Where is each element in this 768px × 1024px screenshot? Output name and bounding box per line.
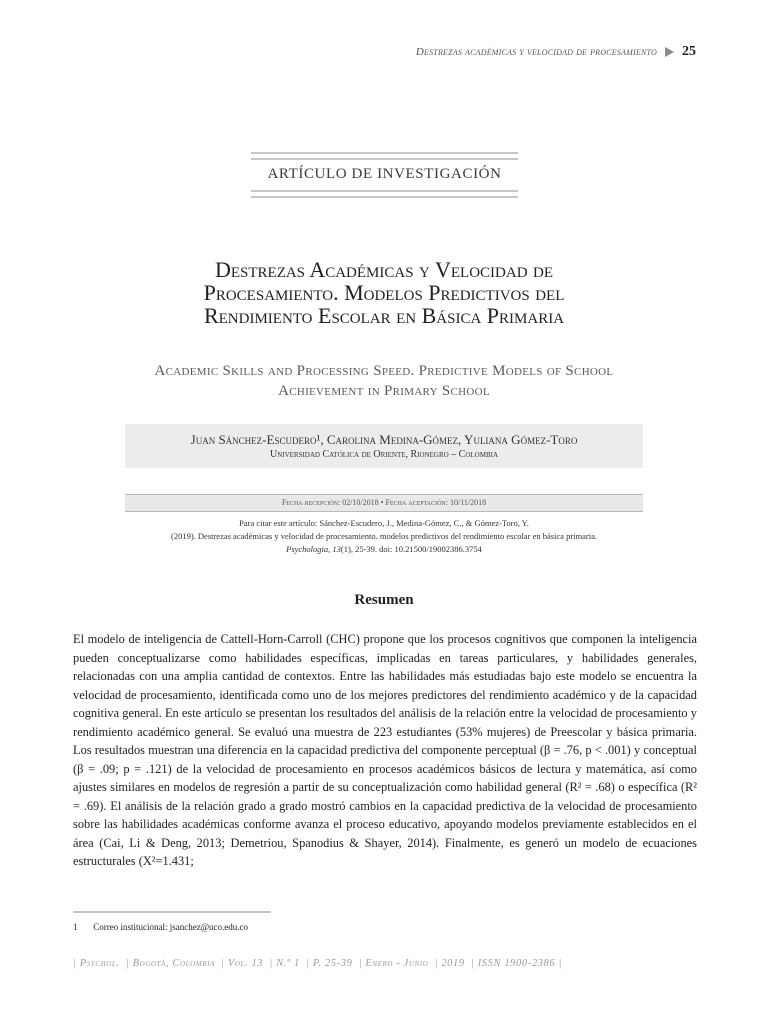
running-head-title: Destrezas académicas y velocidad de procesamiento xyxy=(415,46,657,58)
footer-item: | Vol. 13 xyxy=(221,958,264,969)
dates-bar: Fecha recepción: 02/10/2018 • Fecha aceptación: 10/11/2018 xyxy=(125,494,643,512)
section-rule-bottom xyxy=(251,190,518,198)
running-head xyxy=(416,44,696,60)
citation-doi: (1), 25-39. doi: 10.21500/19002386.3754 xyxy=(340,544,482,554)
footer-item: | ISSN 1900-2386 | xyxy=(470,958,562,969)
article-title-en xyxy=(100,361,668,401)
abstract-heading: Resumen xyxy=(354,592,414,608)
footnote-number: 1 xyxy=(73,922,78,932)
footnote-divider xyxy=(73,911,271,913)
footer-item: | Enero - Junio xyxy=(358,958,429,969)
section-rule-top xyxy=(251,152,518,160)
citation-line-3 xyxy=(100,543,668,556)
author-affiliation: Universidad Católica de Oriente, Rionegro – Colombia xyxy=(269,449,499,460)
article-title-es-line-1: Destrezas Académicas y Velocidad de xyxy=(214,257,554,282)
article-title-en-line-1: Academic Skills and Processing Speed. Predictive Models of School xyxy=(154,363,614,379)
arrow-right-icon xyxy=(665,47,674,57)
citation-block xyxy=(100,517,668,556)
article-title-es-line-2: Procesamiento. Modelos Predictivos del xyxy=(203,280,565,305)
footer-item: | N.º 1 xyxy=(269,958,300,969)
author-list: Juan Sánchez-Escudero¹, Carolina Medina-Gómez, Yuliana Gómez-Toro xyxy=(190,432,578,447)
section-label xyxy=(251,152,518,198)
section-label-text: ARTÍCULO DE INVESTIGACIÓN xyxy=(267,166,502,182)
article-title-en-line-2: Achievement in Primary School xyxy=(278,383,490,399)
footnote-text: Correo institucional: jsanchez@uco.edu.co xyxy=(93,922,248,932)
page-number: 25 xyxy=(682,44,696,59)
article-title-es-line-3: Rendimiento Escolar en Básica Primaria xyxy=(203,303,565,328)
article-title-es xyxy=(100,258,668,327)
abstract-body: El modelo de inteligencia de Cattell-Horn-Carroll (CHC) propone que los procesos cognitivos que componen la inteligencia pueden conceptualizarse como habilidades específicas, implicadas en tareas particulares, y habilidades generales, relacionadas con una amplia cantidad de contextos. Entre las habilidades más estudiadas bajo este modelo se encuentra la velocidad de procesamiento, identificada como uno de los mejores predictores del rendimiento académico y de la capacidad cognitiva general. En este artículo se presentan los resultados del análisis de la relación entre la velocidad de procesamiento y rendimiento académico general. Se evaluó una muestra de 223 estudiantes (53% mujeres) de Preescolar y básica primaria. Los resultados muestran una diferencia en la capacidad predictiva del componente perceptual (β = .76, p < .001) y conceptual (β = .09; p = .121) de la velocidad de procesamiento en procesos académicos básicos de lectura y matemática, así como ajustes similares en modelos de regresión a partir de su conceptualización como habilidad general (R² = .68) o específica (R² = .69). El análisis de la relación grado a grado mostró cambios en la capacidad predictiva de la velocidad de procesamiento sobre las habilidades académicas conforme avanza el proceso educativo, apoyando modelos previamente establecidos en el área (Cai, Li & Deng, 2013; Demetriou, Spanodius & Shayer, 2014). Finalmente, es generó un modelo de ecuaciones estructurales (X²=1.431; xyxy=(73,632,697,868)
footer-item: | Psychol. xyxy=(73,958,120,969)
citation-volume: , 13 xyxy=(328,544,341,554)
citation-line-2: (2019). Destrezas académicas y velocidad de procesamiento. modelos predictivos del rendimiento escolar en básica primaria. xyxy=(170,531,598,541)
footer-item: | 2019 xyxy=(434,958,465,969)
journal-footer xyxy=(73,958,565,969)
authors-box xyxy=(125,424,643,468)
citation-line-1: Para citar este artículo: Sánchez-Escudero, J., Medina-Gómez, C., & Gómez-Toro, Y. xyxy=(239,518,529,528)
footnote xyxy=(73,922,248,932)
citation-journal: Psychologia xyxy=(286,544,329,554)
footer-item: | P. 25-39 xyxy=(306,958,353,969)
footer-item: | Bogotá, Colombia xyxy=(125,958,215,969)
